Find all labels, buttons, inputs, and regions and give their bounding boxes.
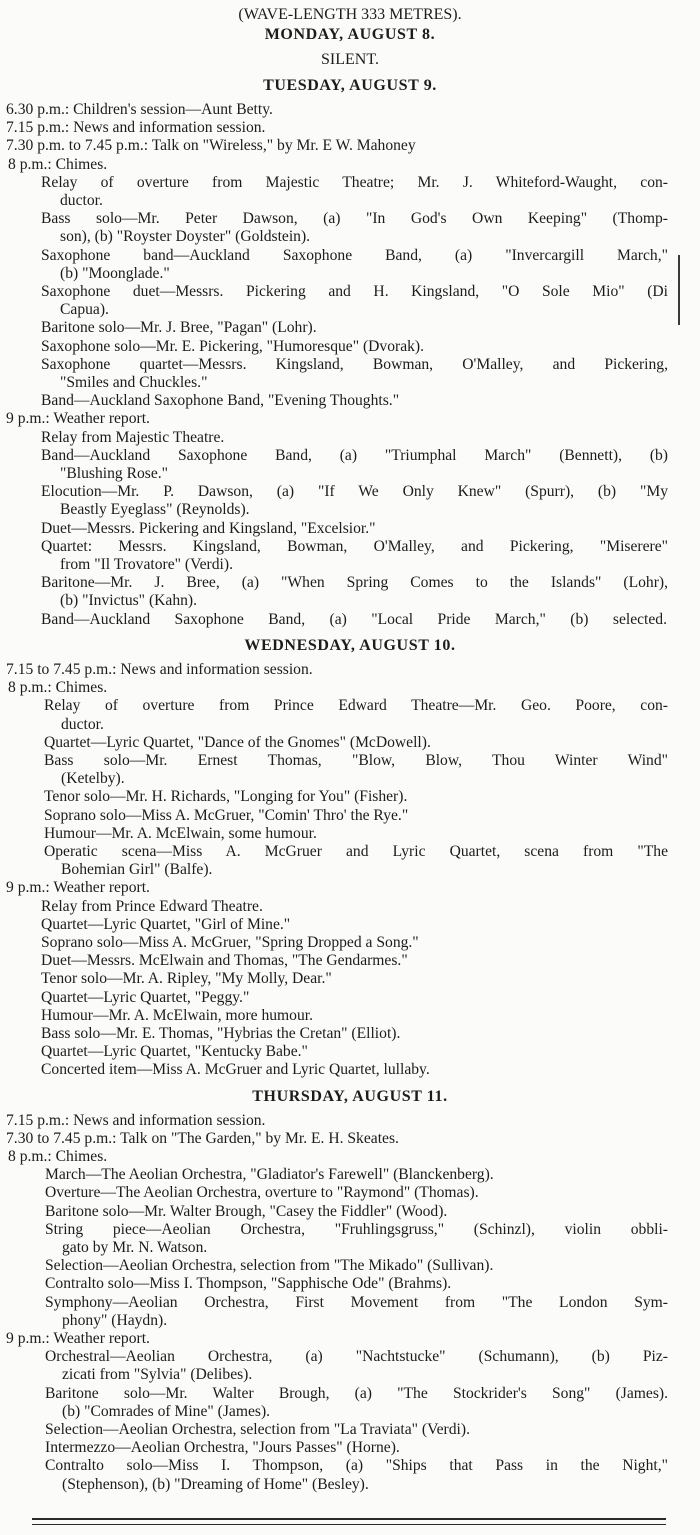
- programme-line: ductor.: [60, 192, 103, 210]
- programme-line: (b) "Comrades of Mine" (James).: [62, 1402, 271, 1420]
- programme-line: Saxophone duet—Messrs. Pickering and H. Kingsland, "O Sole Mio" (Di: [41, 283, 668, 301]
- programme-line: Quartet—Lyric Quartet, "Dance of the Gnomes" (McDowell).: [44, 733, 431, 751]
- programme-line: Baritone solo—Mr. J. Bree, "Pagan" (Lohr).: [41, 319, 317, 337]
- silent-notice: SILENT.: [321, 51, 379, 68]
- programme-line: Saxophone solo—Mr. E. Pickering, "Humoresque" (Dvorak).: [41, 337, 425, 355]
- programme-line: Selection—Aeolian Orchestra, selection from "La Traviata" (Verdi).: [45, 1421, 470, 1439]
- programme-line: from "Il Trovatore" (Verdi).: [60, 556, 233, 574]
- programme-line: Bohemian Girl" (Balfe).: [61, 861, 213, 879]
- day-heading-tuesday: TUESDAY, AUGUST 9.: [263, 77, 437, 94]
- programme-line: Concerted item—Miss A. McGruer and Lyric Quartet, lullaby.: [41, 1061, 430, 1079]
- programme-line: Baritone—Mr. J. Bree, (a) "When Spring Comes to the Islands" (Lohr),: [41, 574, 668, 592]
- programme-line: 9 p.m.: Weather report.: [6, 1330, 150, 1347]
- programme-line: Saxophone quartet—Messrs. Kingsland, Bowman, O'Malley, and Pickering,: [41, 355, 668, 373]
- programme-line: Soprano solo—Miss A. McGruer, "Spring Dropped a Song.": [41, 933, 419, 951]
- programme-line: 7.15 p.m.: News and information session.: [6, 119, 266, 137]
- programme-line: (b) "Moonglade.": [60, 264, 170, 282]
- wavelength-heading: (WAVE-LENGTH 333 METRES).: [238, 6, 462, 23]
- programme-line: "Smiles and Chuckles.": [60, 374, 208, 392]
- programme-line: Duet—Messrs. Pickering and Kingsland, "Excelsior.": [41, 519, 376, 537]
- programme-line: 9 p.m.: Weather report.: [6, 410, 150, 428]
- programme-line: Operatic scena—Miss A. McGruer and Lyric Quartet, scena from "The: [44, 842, 668, 860]
- programme-line: Elocution—Mr. P. Dawson, (a) "If We Only Knew" (Spurr), (b) "My: [41, 483, 668, 501]
- wednesday-programme: [0, 661, 700, 1080]
- programme-line: Band—Auckland Saxophone Band, "Evening Thoughts.": [41, 392, 400, 410]
- programme-line: Intermezzo—Aeolian Orchestra, "Jours Passes" (Horne).: [45, 1439, 400, 1457]
- programme-line: 8 p.m.: Chimes.: [8, 1147, 108, 1165]
- programme-line: 7.15 to 7.45 p.m.: News and information session.: [6, 660, 313, 678]
- programme-line: (b) "Invictus" (Kahn).: [60, 592, 198, 610]
- programme-line: phony" (Haydn).: [62, 1311, 168, 1329]
- programme-line: "Blushing Rose.": [60, 465, 169, 483]
- programme-line: Selection—Aeolian Orchestra, selection from "The Mikado" (Sullivan).: [45, 1257, 494, 1275]
- programme-line: Bass solo—Mr. Peter Dawson, (a) "In God's Own Keeping" (Thomp-: [41, 210, 668, 228]
- programme-line: Soprano solo—Miss A. McGruer, "Comin' Thro' the Rye.": [44, 806, 409, 824]
- programme-line: Beastly Eyeglass" (Reynolds).: [60, 501, 250, 519]
- programme-line: 7.30 to 7.45 p.m.: Talk on "The Garden," by Mr. E. H. Skeates.: [6, 1129, 399, 1147]
- bottom-rule-thin: [32, 1524, 666, 1525]
- programme-line: Relay of overture from Prince Edward Theatre—Mr. Geo. Poore, con-: [44, 697, 668, 715]
- programme-line: String piece—Aeolian Orchestra, "Fruhlingsgruss," (Schinzl), violin obbli-: [45, 1220, 668, 1238]
- margin-mark: [678, 255, 680, 325]
- programme-line: Quartet—Lyric Quartet, "Peggy.": [41, 988, 250, 1006]
- day-heading-monday: MONDAY, AUGUST 8.: [264, 26, 436, 43]
- programme-line: Tenor solo—Mr. H. Richards, "Longing for You" (Fisher).: [44, 788, 408, 806]
- programme-line: Humour—Mr. A. McElwain, more humour.: [41, 1006, 313, 1024]
- programme-line: Relay of overture from Majestic Theatre; Mr. J. Whiteford-Waught, con-: [41, 173, 668, 191]
- programme-line: Tenor solo—Mr. A. Ripley, "My Molly, Dear.": [41, 970, 332, 988]
- programme-line: Orchestral—Aeolian Orchestra, (a) "Nachtstucke" (Schumann), (b) Piz-: [45, 1348, 668, 1366]
- day-heading-thursday: THURSDAY, AUGUST 11.: [252, 1087, 448, 1105]
- thursday-programme: [0, 1112, 700, 1494]
- programme-line: Quartet: Messrs. Kingsland, Bowman, O'Malley, and Pickering, "Miserere": [41, 537, 668, 555]
- programme-line: son), (b) "Royster Doyster" (Goldstein).: [60, 228, 311, 246]
- day-heading-wednesday: WEDNESDAY, AUGUST 10.: [244, 636, 456, 654]
- programme-line: (Ketelby).: [61, 770, 125, 788]
- programme-line: Duet—Messrs. McElwain and Thomas, "The Gendarmes.": [41, 952, 408, 970]
- programme-line: gato by Mr. N. Watson.: [62, 1238, 208, 1256]
- programme-line: Bass solo—Mr. E. Thomas, "Hybrias the Cretan" (Elliot).: [41, 1024, 401, 1042]
- programme-line: Band—Auckland Saxophone Band, (a) "Triumphal March" (Bennett), (b): [41, 446, 668, 464]
- programme-line: Saxophone band—Auckland Saxophone Band, (a) "Invercargill March,": [41, 246, 668, 264]
- programme-line: Contralto solo—Miss I. Thompson, "Sapphische Ode" (Brahms).: [45, 1275, 452, 1293]
- programme-line: 8 p.m.: Chimes.: [8, 155, 108, 173]
- programme-line: Quartet—Lyric Quartet, "Girl of Mine.": [41, 915, 291, 933]
- programme-line: Quartet—Lyric Quartet, "Kentucky Babe.": [41, 1043, 308, 1061]
- programme-line: Baritone solo—Mr. Walter Brough, (a) "The Stockrider's Song" (James).: [45, 1384, 668, 1402]
- programme-line: March—The Aeolian Orchestra, "Gladiator's Farewell" (Blanckenberg).: [45, 1166, 494, 1184]
- programme-line: 8 p.m.: Chimes.: [8, 679, 108, 697]
- programme-line: Humour—Mr. A. McElwain, some humour.: [44, 824, 317, 842]
- programme-line: Relay from Prince Edward Theatre.: [41, 897, 263, 915]
- programme-line: Bass solo—Mr. Ernest Thomas, "Blow, Blow, Thou Winter Wind": [44, 751, 668, 769]
- programme-line: Overture—The Aeolian Orchestra, overture to "Raymond" (Thomas).: [45, 1184, 479, 1202]
- programme-line: Symphony—Aeolian Orchestra, First Movement from "The London Sym-: [45, 1293, 668, 1311]
- programme-line: 6.30 p.m.: Children's session—Aunt Betty.: [6, 101, 273, 118]
- programme-line: ductor.: [61, 715, 104, 733]
- programme-line: Relay from Majestic Theatre.: [41, 428, 225, 446]
- programme-line: Capua).: [60, 301, 109, 319]
- programme-line: Band—Auckland Saxophone Band, (a) "Local Pride March," (b) selected.: [41, 610, 667, 628]
- programme-line: Contralto solo—Miss I. Thompson, (a) "Ships that Pass in the Night,": [45, 1457, 668, 1475]
- programme-line: 7.15 p.m.: News and information session.: [6, 1111, 266, 1129]
- programme-line: (Stephenson), (b) "Dreaming of Home" (Besley).: [62, 1475, 369, 1493]
- programme-line: 7.30 p.m. to 7.45 p.m.: Talk on "Wireless," by Mr. E W. Mahoney: [6, 137, 416, 155]
- bottom-rule: [32, 1518, 666, 1520]
- programme-line: 9 p.m.: Weather report.: [6, 879, 150, 897]
- programme-line: zicati from "Sylvia" (Delibes).: [62, 1366, 253, 1384]
- tuesday-programme: [0, 101, 700, 629]
- programme-line: Baritone solo—Mr. Walter Brough, "Casey the Fiddler" (Wood).: [45, 1202, 448, 1220]
